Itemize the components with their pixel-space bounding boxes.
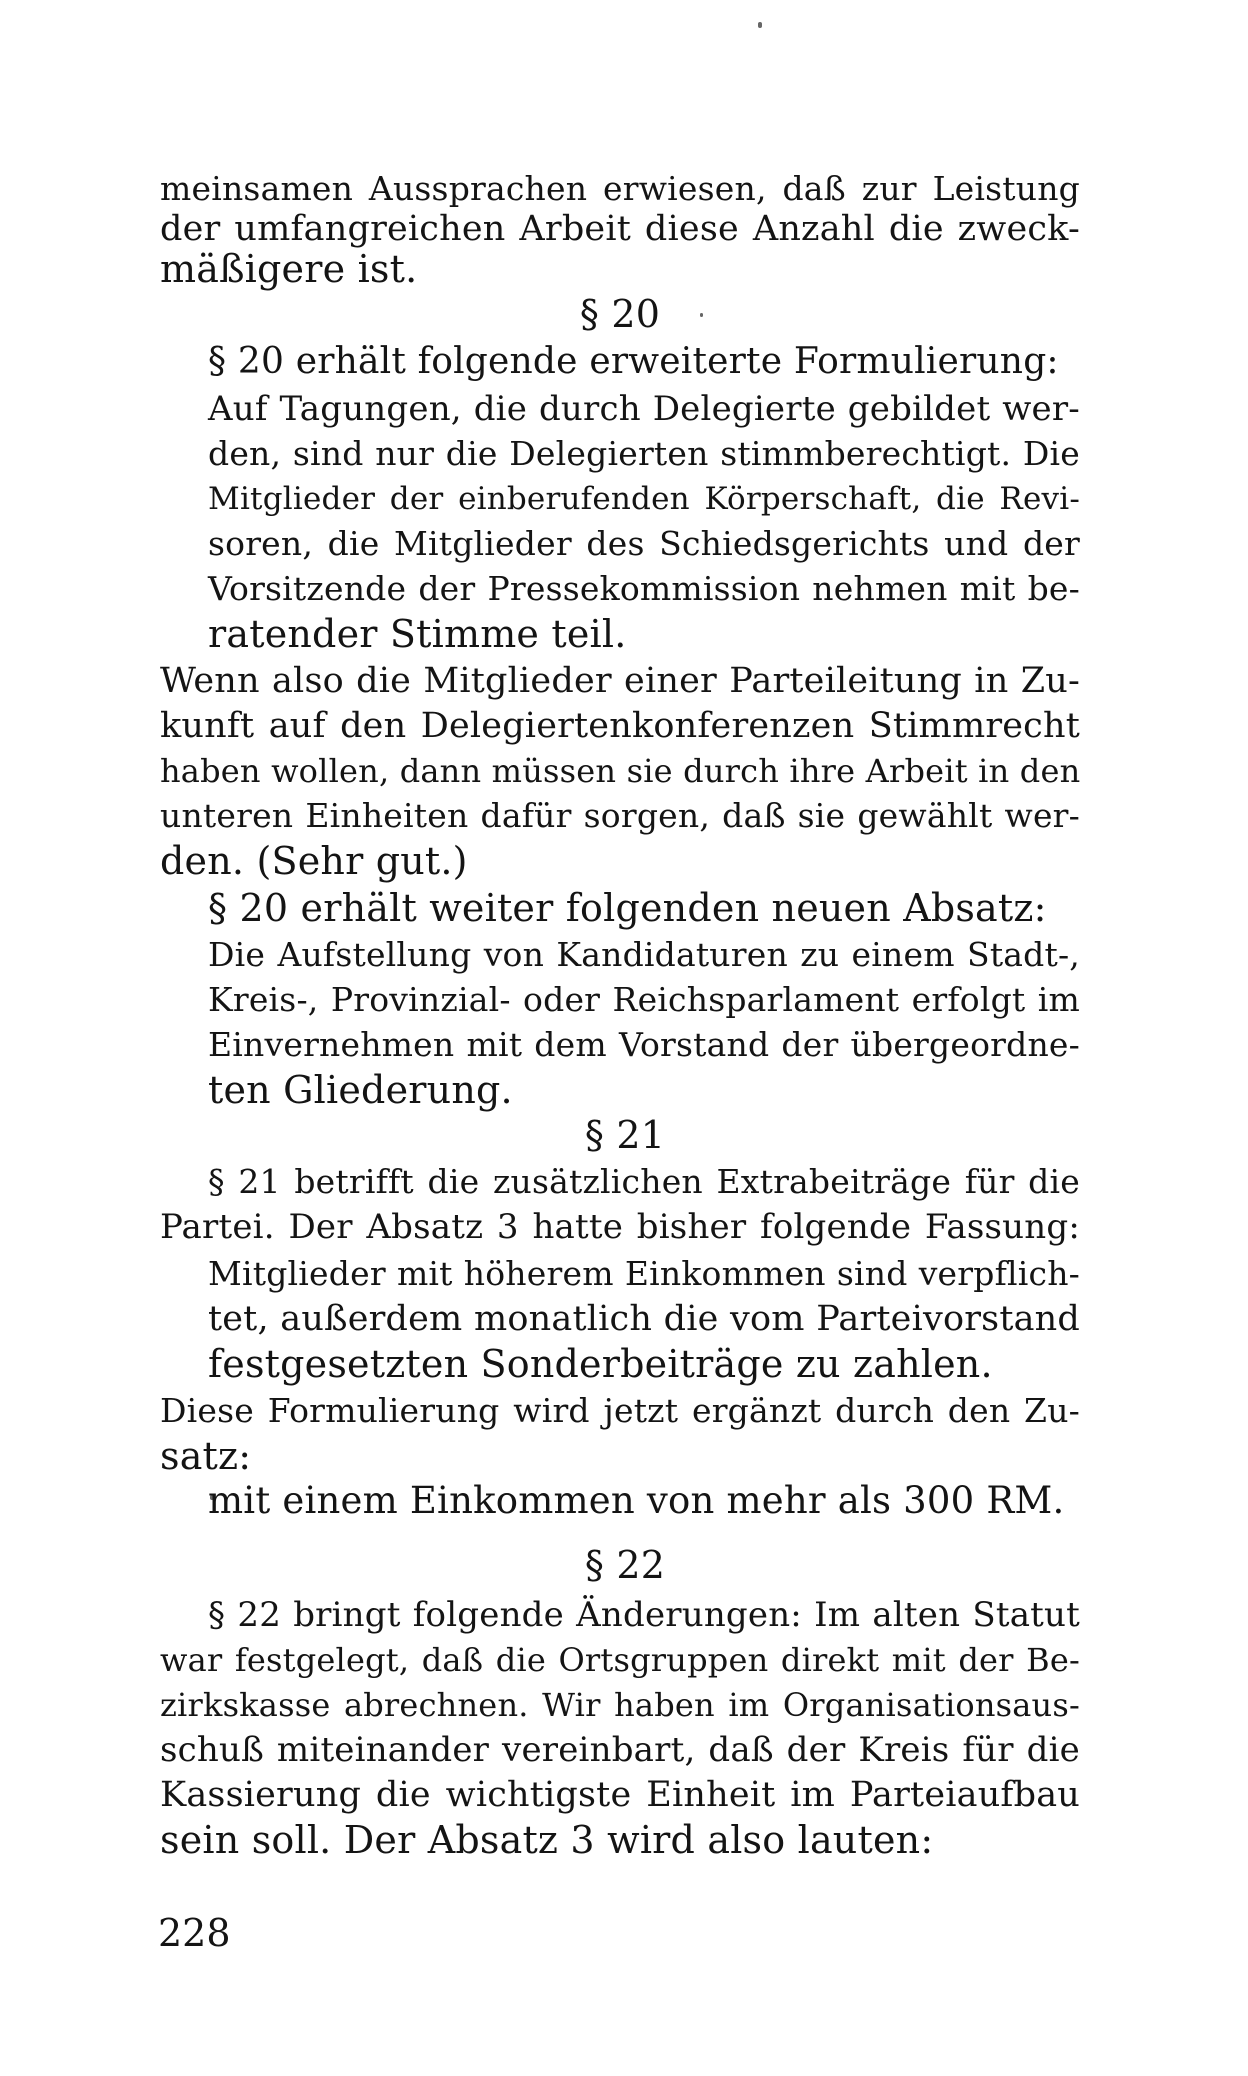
text-line: meinsamen Aussprachen erwiesen, daß zur Leistung	[160, 169, 1080, 208]
text-line: satz:	[160, 1434, 252, 1478]
page-number: 228	[158, 1911, 231, 1955]
text-line: Wenn also die Mitglieder einer Parteileitung in Zu-	[160, 661, 1080, 701]
quote-line: den, sind nur die Delegierten stimmberechtigt. Die	[208, 434, 1080, 473]
text-line: zirkskasse abrechnen. Wir haben im Organisationsaus-	[160, 1686, 1080, 1724]
quote-line: ratender Stimme teil.	[208, 612, 627, 656]
text-line: sein soll. Der Absatz 3 wird also lauten:	[160, 1818, 934, 1862]
quote-line: soren, die Mitglieder des Schiedsgerichts und der	[208, 524, 1080, 563]
quote-line: Die Aufstellung von Kandidaturen zu einem Stadt-,	[208, 935, 1080, 974]
text-line: den. (Sehr gut.)	[160, 839, 468, 883]
quote-line: tet, außerdem monatlich die vom Parteivorstand	[208, 1299, 1080, 1339]
text-line: § 20 erhält weiter folgenden neuen Absatz:	[208, 886, 1047, 930]
text-line: schuß miteinander vereinbart, daß der Kreis für die	[160, 1730, 1080, 1770]
text-line: unteren Einheiten dafür sorgen, daß sie gewählt wer-	[160, 796, 1080, 835]
quote-line: Mitglieder mit höherem Einkommen sind verpflich-	[208, 1254, 1080, 1293]
text-line: § 22 bringt folgende Änderungen: Im alten Statut	[208, 1595, 1080, 1635]
quote-line: Kreis-, Provinzial- oder Reichsparlament erfolgt im	[208, 980, 1080, 1019]
text-line: haben wollen, dann müssen sie durch ihre Arbeit in den	[160, 752, 1081, 790]
quote-line: Einvernehmen mit dem Vorstand der übergeordne-	[208, 1025, 1080, 1064]
text-line: kunft auf den Delegiertenkonferenzen Stimmrecht	[160, 706, 1080, 746]
print-speck	[700, 313, 703, 317]
quote-line: Mitglieder der einberufenden Körperschaft, die Revi-	[208, 481, 1080, 517]
text-line: Kassierung die wichtigste Einheit im Parteiaufbau	[160, 1775, 1080, 1815]
quote-line: Vorsitzende der Pressekommission nehmen mit be-	[208, 569, 1080, 608]
text-line: § 21 betrifft die zusätzlichen Extrabeiträge für die	[208, 1162, 1080, 1201]
print-speck	[758, 22, 762, 28]
text-line: mäßigere ist.	[160, 247, 418, 291]
text-line: § 20 erhält folgende erweiterte Formulierung:	[208, 341, 1059, 382]
quote-line: mit einem Einkommen von mehr als 300 RM.	[208, 1479, 1065, 1522]
text-line: Diese Formulierung wird jetzt ergänzt durch den Zu-	[160, 1391, 1080, 1430]
text-line: Partei. Der Absatz 3 hatte bisher folgende Fassung:	[160, 1207, 1080, 1247]
section-heading: § 21	[584, 1113, 666, 1157]
quote-line: festgesetzten Sonderbeiträge zu zahlen.	[208, 1342, 993, 1386]
quote-line: ten Gliederung.	[208, 1068, 513, 1112]
text-line: war festgelegt, daß die Ortsgruppen direkt mit der Be-	[160, 1641, 1080, 1679]
section-heading: § 20	[579, 292, 661, 336]
quote-line: Auf Tagungen, die durch Delegierte gebildet wer-	[208, 389, 1080, 429]
section-heading: § 22	[584, 1543, 666, 1587]
text-line: der umfangreichen Arbeit diese Anzahl die zweck-	[160, 209, 1080, 249]
